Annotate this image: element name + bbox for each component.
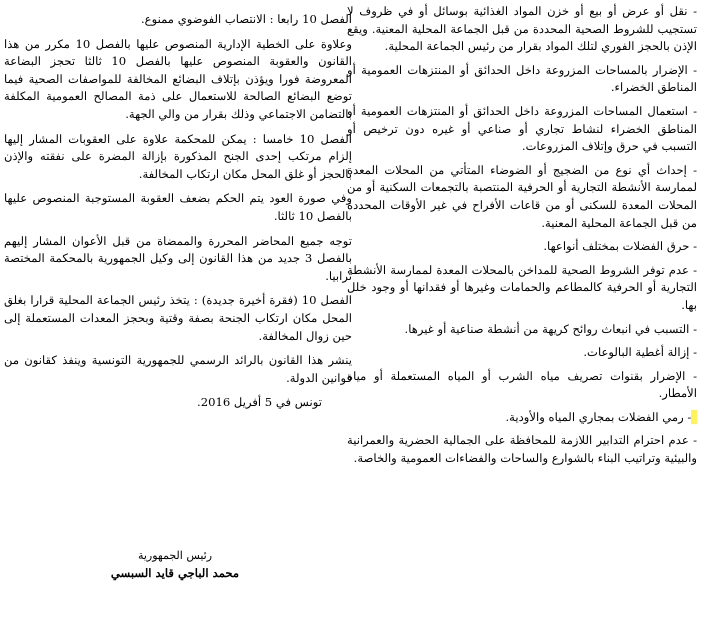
list-item: - نقل أو عرض أو بيع أو خزن المواد الغذائية بوسائل أو في ظروف لا تستجيب للشروط الصحية المحددة من قبل الجماعة المحلية المعنية. ويقع الإذن بالحجز الفوري لتلك المواد بقرار من رئيس الجماعة المحلية.: [347, 4, 697, 54]
signature-block: [70, 545, 280, 580]
list-item: - حرق الفضلات بمختلف أنواعها.: [543, 239, 697, 254]
highlighted-list-item: [347, 409, 697, 427]
signature-title: رئيس الجمهورية: [137, 549, 213, 562]
right-column: [347, 3, 697, 474]
list-item-text: - رمي الفضلات بمجاري المياه والأودية.: [505, 409, 692, 424]
list-item: - الإضرار بقنوات تصريف مياه الشرب أو المياه المستعملة أو مياه الأمطار.: [347, 368, 697, 401]
highlight-mark: [691, 410, 697, 424]
list-item: - التسبب في انبعاث روائح كريهة من أنشطة صناعية أو غيرها.: [404, 321, 697, 336]
date-line: تونس في 5 أفريل 2016.: [197, 395, 322, 410]
signature-name: محمد الباجي قايد السبسي: [110, 566, 240, 580]
list-item: - إزالة أغطية البالوعات.: [583, 345, 697, 360]
list-item: - استعمال المساحات المزروعة داخل الحدائق أو المنتزهات العمومية أو المناطق الخضراء لنشاط تجاري أو صناعي أو غيره دون ترخيص أو التسبب في حرق وإتلاف المزروعات.: [347, 103, 697, 154]
list-item: - إحداث أي نوع من الضجيج أو الضوضاء المتأتي من المحلات المعدة لممارسة الأنشطة التجارية أو الحرفية المنتصبة بالتجمعات السكنية أو من المحلات المعدة للسكنى أو من قاعات الأفراح في غير الأوقات المحددة من قبل الجماعة المحلية المعنية.: [347, 162, 697, 230]
paragraph: الفصل 10 خامسا : يمكن للمحكمة علاوة على العقوبات المشار إليها إلزام مرتكب إحدى الجنح المذكورة بإزالة المضرة على نفقته والإذن بالحجز أو غلق المحل مكان ارتكاب المخالفة.: [4, 131, 352, 181]
paragraph: وعلاوة على الخطية الإدارية المنصوص عليها بالفصل 10 مكرر من هذا القانون والعقوبة المنصوص عليها بالفصل 10 ثالثا تحجز البضاعة المعروضة فورا ويؤذن بإتلاف البضائع المخالفة للمواصفات الصحية فيما توضع البضائع الصالحة للاستعمال على ذمة المصالح العمومية المكلفة بالتضامن الاجتماعي وذلك بقرار من والي الجهة.: [4, 36, 352, 121]
list-item: - عدم احترام التدابير اللازمة للمحافظة على الجمالية الحضرية والعمرانية والبيئية وتراتيب البناء بالشوارع والساحات والفضاءات العمومية والخاصة.: [347, 433, 697, 466]
article-heading: الفصل 10 رابعا : الانتصاب الفوضوي ممنوع.: [141, 12, 352, 26]
list-item: - الإضرار بالمساحات المزروعة داخل الحدائق أو المنتزهات العمومية أو المناطق الخضراء.: [347, 62, 697, 95]
paragraph: توجه جميع المحاضر المحررة والممضاة من قبل الأعوان المشار إليهم بالفصل 3 جديد من هذا القانون إلى وكيل الجمهورية بالمحكمة المختصة ترابيا.: [4, 233, 352, 283]
left-column: [4, 11, 352, 418]
paragraph: ينشر هذا القانون بالرائد الرسمي للجمهورية التونسية وينفذ كقانون من قوانين الدولة.: [4, 353, 352, 385]
list-item: - عدم توفر الشروط الصحية للمداخن بالمحلات المعدة لممارسة الأنشطة التجارية أو الحرفية كالمطاعم والحمامات وغيرها أو فقدانها أو وجود خلل بها.: [347, 262, 697, 312]
paragraph: وفي صورة العود يتم الحكم بضعف العقوبة المستوجبة المنصوص عليها بالفصل 10 ثالثا.: [4, 191, 352, 223]
paragraph: الفصل 10 (فقرة أخيرة جديدة) : يتخذ رئيس الجماعة المحلية قرارا بغلق المحل مكان ارتكاب الجنحة بصفة وقتية وبحجز المعدات المستعملة إلى حين زوال المخالفة.: [4, 293, 352, 343]
